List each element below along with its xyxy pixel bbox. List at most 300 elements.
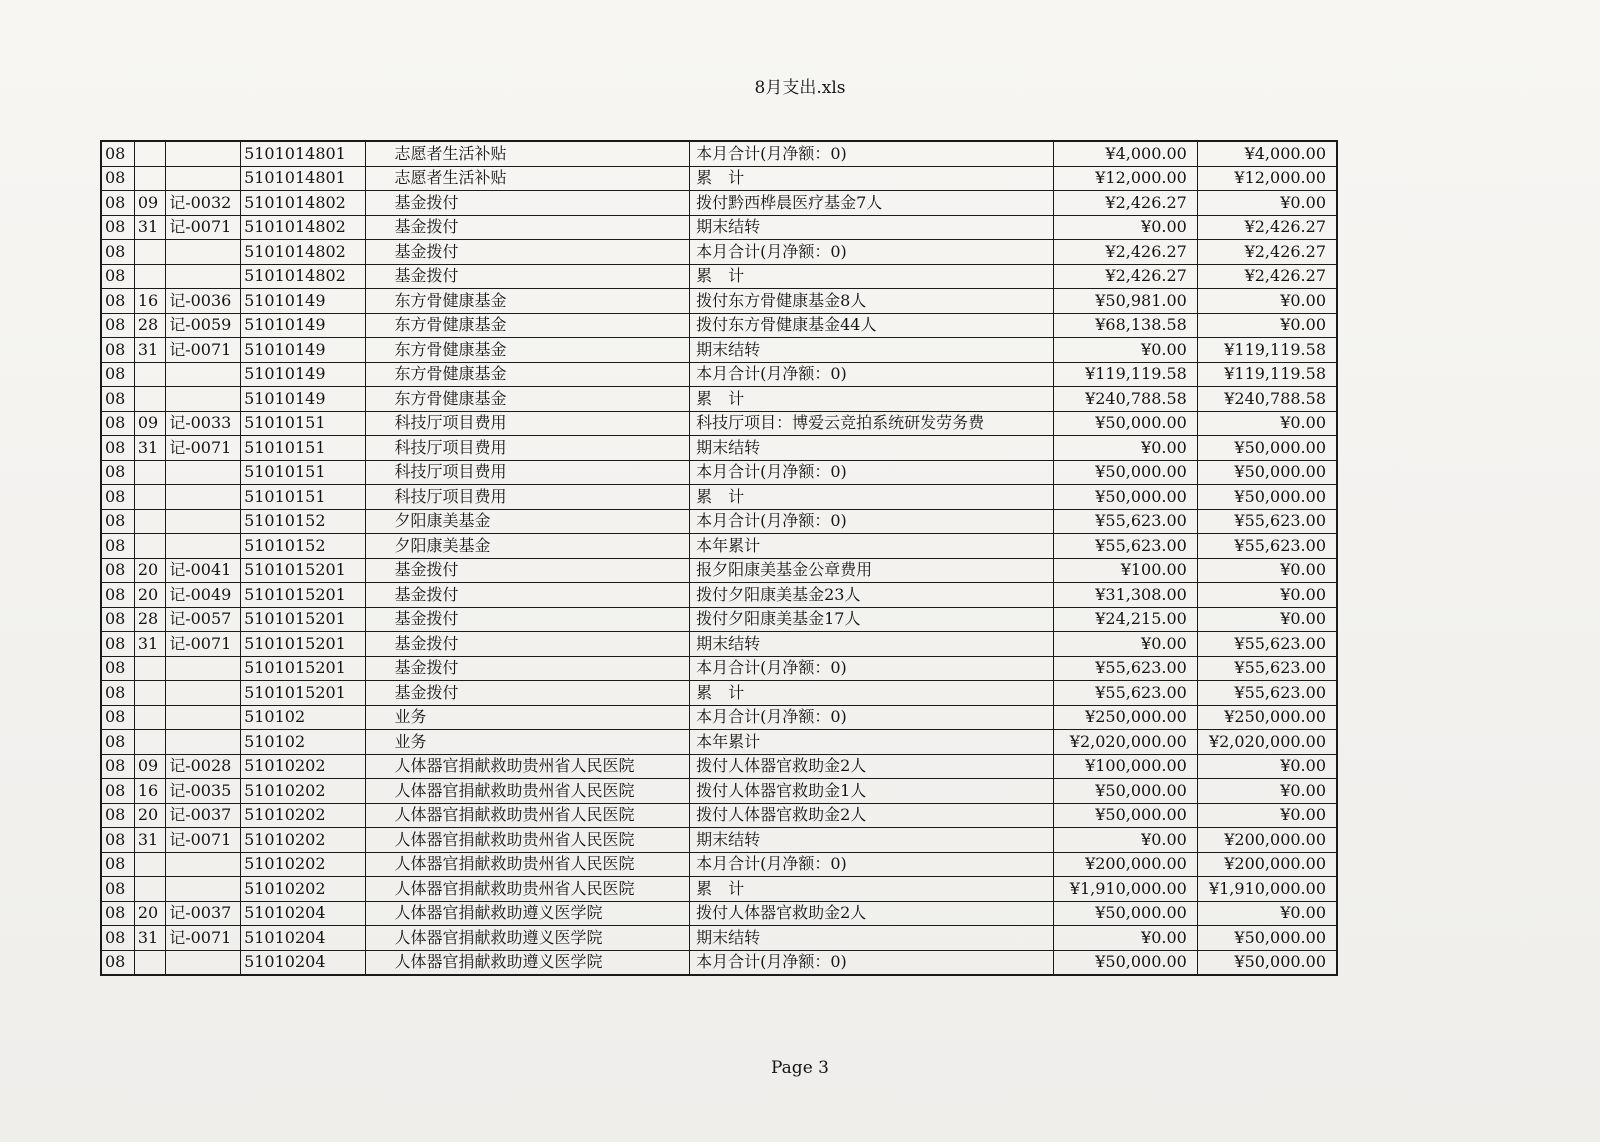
day-cell: 20 xyxy=(134,901,165,926)
table-row xyxy=(101,656,1337,681)
description-cell: 本月合计(月净额：0) xyxy=(690,950,1054,975)
credit-amount-cell: ¥50,000.00 xyxy=(1197,485,1337,510)
day-cell: 31 xyxy=(134,436,165,461)
table-row xyxy=(101,558,1337,583)
description-cell: 累 计 xyxy=(690,877,1054,902)
account-code-cell: 5101015201 xyxy=(241,656,366,681)
description-cell: 拨付夕阳康美基金23人 xyxy=(690,583,1054,608)
description-cell: 期末结转 xyxy=(690,828,1054,853)
page-number: Page 3 xyxy=(771,1058,829,1078)
credit-amount-cell: ¥240,788.58 xyxy=(1197,387,1337,412)
debit-amount-cell: ¥0.00 xyxy=(1054,215,1198,240)
credit-amount-cell: ¥50,000.00 xyxy=(1197,460,1337,485)
voucher-number-cell: 记-0032 xyxy=(166,191,241,216)
month-cell: 08 xyxy=(101,141,134,166)
table-row xyxy=(101,485,1337,510)
month-cell: 08 xyxy=(101,607,134,632)
month-cell: 08 xyxy=(101,289,134,314)
day-cell: 31 xyxy=(134,828,165,853)
debit-amount-cell: ¥50,000.00 xyxy=(1054,460,1198,485)
day-cell xyxy=(134,656,165,681)
credit-amount-cell: ¥2,426.27 xyxy=(1197,215,1337,240)
day-cell xyxy=(134,681,165,706)
description-cell: 本月合计(月净额：0) xyxy=(690,362,1054,387)
account-code-cell: 5101014801 xyxy=(241,166,366,191)
day-cell: 09 xyxy=(134,411,165,436)
debit-amount-cell: ¥2,020,000.00 xyxy=(1054,730,1198,755)
voucher-number-cell xyxy=(166,534,241,559)
voucher-number-cell xyxy=(166,141,241,166)
credit-amount-cell: ¥0.00 xyxy=(1197,754,1337,779)
day-cell: 31 xyxy=(134,632,165,657)
account-name-cell: 基金拨付 xyxy=(366,191,690,216)
description-cell: 拨付夕阳康美基金17人 xyxy=(690,607,1054,632)
voucher-number-cell xyxy=(166,362,241,387)
credit-amount-cell: ¥50,000.00 xyxy=(1197,436,1337,461)
month-cell: 08 xyxy=(101,681,134,706)
description-cell: 本月合计(月净额：0) xyxy=(690,656,1054,681)
month-cell: 08 xyxy=(101,485,134,510)
month-cell: 08 xyxy=(101,558,134,583)
voucher-number-cell xyxy=(166,656,241,681)
day-cell: 09 xyxy=(134,754,165,779)
voucher-number-cell: 记-0057 xyxy=(166,607,241,632)
description-cell: 期末结转 xyxy=(690,632,1054,657)
account-code-cell: 51010204 xyxy=(241,926,366,951)
month-cell: 08 xyxy=(101,313,134,338)
account-name-cell: 基金拨付 xyxy=(366,681,690,706)
account-code-cell: 51010204 xyxy=(241,950,366,975)
account-name-cell: 基金拨付 xyxy=(366,264,690,289)
credit-amount-cell: ¥2,426.27 xyxy=(1197,264,1337,289)
account-code-cell: 51010202 xyxy=(241,828,366,853)
voucher-number-cell: 记-0049 xyxy=(166,583,241,608)
table-row xyxy=(101,681,1337,706)
description-cell: 期末结转 xyxy=(690,436,1054,461)
account-code-cell: 5101015201 xyxy=(241,681,366,706)
description-cell: 累 计 xyxy=(690,387,1054,412)
debit-amount-cell: ¥250,000.00 xyxy=(1054,705,1198,730)
month-cell: 08 xyxy=(101,509,134,534)
account-name-cell: 业务 xyxy=(366,730,690,755)
ledger-table xyxy=(100,140,1338,976)
voucher-number-cell: 记-0035 xyxy=(166,779,241,804)
table-row xyxy=(101,730,1337,755)
voucher-number-cell: 记-0071 xyxy=(166,926,241,951)
voucher-number-cell xyxy=(166,387,241,412)
table-row xyxy=(101,240,1337,265)
account-code-cell: 51010149 xyxy=(241,362,366,387)
description-cell: 拨付东方骨健康基金44人 xyxy=(690,313,1054,338)
account-code-cell: 5101014801 xyxy=(241,141,366,166)
description-cell: 本月合计(月净额：0) xyxy=(690,852,1054,877)
voucher-number-cell: 记-0036 xyxy=(166,289,241,314)
credit-amount-cell: ¥12,000.00 xyxy=(1197,166,1337,191)
account-name-cell: 人体器官捐献救助遵义医学院 xyxy=(366,926,690,951)
voucher-number-cell xyxy=(166,681,241,706)
account-code-cell: 51010202 xyxy=(241,852,366,877)
voucher-number-cell: 记-0059 xyxy=(166,313,241,338)
month-cell: 08 xyxy=(101,387,134,412)
account-name-cell: 东方骨健康基金 xyxy=(366,338,690,363)
table-row xyxy=(101,583,1337,608)
account-code-cell: 51010152 xyxy=(241,534,366,559)
debit-amount-cell: ¥50,000.00 xyxy=(1054,411,1198,436)
description-cell: 本月合计(月净额：0) xyxy=(690,705,1054,730)
day-cell: 28 xyxy=(134,313,165,338)
month-cell: 08 xyxy=(101,901,134,926)
account-code-cell: 51010149 xyxy=(241,313,366,338)
table-row xyxy=(101,950,1337,975)
account-code-cell: 5101015201 xyxy=(241,607,366,632)
account-name-cell: 科技厅项目费用 xyxy=(366,436,690,461)
account-name-cell: 业务 xyxy=(366,705,690,730)
table-row xyxy=(101,632,1337,657)
description-cell: 拨付人体器官救助金2人 xyxy=(690,754,1054,779)
table-row xyxy=(101,166,1337,191)
credit-amount-cell: ¥55,623.00 xyxy=(1197,656,1337,681)
account-code-cell: 51010152 xyxy=(241,509,366,534)
table-row xyxy=(101,289,1337,314)
description-cell: 期末结转 xyxy=(690,926,1054,951)
ledger-body xyxy=(101,141,1337,975)
month-cell: 08 xyxy=(101,338,134,363)
description-cell: 本月合计(月净额：0) xyxy=(690,141,1054,166)
credit-amount-cell: ¥200,000.00 xyxy=(1197,828,1337,853)
account-code-cell: 5101014802 xyxy=(241,240,366,265)
debit-amount-cell: ¥100.00 xyxy=(1054,558,1198,583)
voucher-number-cell: 记-0071 xyxy=(166,338,241,363)
account-code-cell: 51010149 xyxy=(241,289,366,314)
credit-amount-cell: ¥4,000.00 xyxy=(1197,141,1337,166)
credit-amount-cell: ¥0.00 xyxy=(1197,583,1337,608)
account-name-cell: 基金拨付 xyxy=(366,558,690,583)
description-cell: 拨付人体器官救助金2人 xyxy=(690,901,1054,926)
account-name-cell: 基金拨付 xyxy=(366,656,690,681)
month-cell: 08 xyxy=(101,215,134,240)
description-cell: 本月合计(月净额：0) xyxy=(690,460,1054,485)
day-cell xyxy=(134,362,165,387)
voucher-number-cell xyxy=(166,730,241,755)
description-cell: 本月合计(月净额：0) xyxy=(690,509,1054,534)
description-cell: 拨付东方骨健康基金8人 xyxy=(690,289,1054,314)
table-row xyxy=(101,460,1337,485)
account-code-cell: 510102 xyxy=(241,730,366,755)
credit-amount-cell: ¥0.00 xyxy=(1197,191,1337,216)
account-name-cell: 人体器官捐献救助贵州省人民医院 xyxy=(366,779,690,804)
table-row xyxy=(101,607,1337,632)
day-cell: 31 xyxy=(134,215,165,240)
credit-amount-cell: ¥0.00 xyxy=(1197,289,1337,314)
month-cell: 08 xyxy=(101,191,134,216)
debit-amount-cell: ¥0.00 xyxy=(1054,828,1198,853)
month-cell: 08 xyxy=(101,779,134,804)
description-cell: 本年累计 xyxy=(690,534,1054,559)
account-code-cell: 51010151 xyxy=(241,436,366,461)
debit-amount-cell: ¥0.00 xyxy=(1054,926,1198,951)
credit-amount-cell: ¥119,119.58 xyxy=(1197,338,1337,363)
credit-amount-cell: ¥0.00 xyxy=(1197,901,1337,926)
day-cell xyxy=(134,264,165,289)
day-cell xyxy=(134,534,165,559)
day-cell xyxy=(134,141,165,166)
table-row xyxy=(101,852,1337,877)
credit-amount-cell: ¥50,000.00 xyxy=(1197,950,1337,975)
document-title: 8月支出.xls xyxy=(754,78,846,98)
account-name-cell: 东方骨健康基金 xyxy=(366,289,690,314)
debit-amount-cell: ¥4,000.00 xyxy=(1054,141,1198,166)
debit-amount-cell: ¥31,308.00 xyxy=(1054,583,1198,608)
day-cell: 20 xyxy=(134,583,165,608)
day-cell xyxy=(134,485,165,510)
description-cell: 期末结转 xyxy=(690,215,1054,240)
account-code-cell: 5101014802 xyxy=(241,264,366,289)
table-row xyxy=(101,436,1337,461)
table-row xyxy=(101,779,1337,804)
credit-amount-cell: ¥0.00 xyxy=(1197,411,1337,436)
account-code-cell: 51010202 xyxy=(241,803,366,828)
debit-amount-cell: ¥50,000.00 xyxy=(1054,779,1198,804)
table-row xyxy=(101,901,1337,926)
table-row xyxy=(101,191,1337,216)
table-row xyxy=(101,509,1337,534)
debit-amount-cell: ¥55,623.00 xyxy=(1054,656,1198,681)
credit-amount-cell: ¥55,623.00 xyxy=(1197,534,1337,559)
credit-amount-cell: ¥55,623.00 xyxy=(1197,509,1337,534)
debit-amount-cell: ¥100,000.00 xyxy=(1054,754,1198,779)
voucher-number-cell: 记-0033 xyxy=(166,411,241,436)
account-code-cell: 51010202 xyxy=(241,877,366,902)
credit-amount-cell: ¥0.00 xyxy=(1197,558,1337,583)
credit-amount-cell: ¥2,426.27 xyxy=(1197,240,1337,265)
credit-amount-cell: ¥0.00 xyxy=(1197,779,1337,804)
debit-amount-cell: ¥200,000.00 xyxy=(1054,852,1198,877)
table-row xyxy=(101,534,1337,559)
voucher-number-cell xyxy=(166,166,241,191)
description-cell: 本年累计 xyxy=(690,730,1054,755)
debit-amount-cell: ¥0.00 xyxy=(1054,338,1198,363)
debit-amount-cell: ¥50,000.00 xyxy=(1054,485,1198,510)
account-name-cell: 志愿者生活补贴 xyxy=(366,166,690,191)
voucher-number-cell: 记-0071 xyxy=(166,828,241,853)
account-code-cell: 5101014802 xyxy=(241,215,366,240)
table-row xyxy=(101,141,1337,166)
month-cell: 08 xyxy=(101,166,134,191)
credit-amount-cell: ¥2,020,000.00 xyxy=(1197,730,1337,755)
day-cell xyxy=(134,509,165,534)
debit-amount-cell: ¥50,000.00 xyxy=(1054,901,1198,926)
month-cell: 08 xyxy=(101,950,134,975)
account-code-cell: 5101014802 xyxy=(241,191,366,216)
debit-amount-cell: ¥55,623.00 xyxy=(1054,681,1198,706)
account-name-cell: 基金拨付 xyxy=(366,607,690,632)
description-cell: 报夕阳康美基金公章费用 xyxy=(690,558,1054,583)
account-code-cell: 5101015201 xyxy=(241,632,366,657)
month-cell: 08 xyxy=(101,632,134,657)
month-cell: 08 xyxy=(101,362,134,387)
voucher-number-cell xyxy=(166,877,241,902)
day-cell xyxy=(134,877,165,902)
day-cell: 16 xyxy=(134,779,165,804)
account-name-cell: 人体器官捐献救助贵州省人民医院 xyxy=(366,803,690,828)
voucher-number-cell xyxy=(166,509,241,534)
month-cell: 08 xyxy=(101,730,134,755)
debit-amount-cell: ¥24,215.00 xyxy=(1054,607,1198,632)
debit-amount-cell: ¥1,910,000.00 xyxy=(1054,877,1198,902)
account-name-cell: 人体器官捐献救助贵州省人民医院 xyxy=(366,828,690,853)
table-row xyxy=(101,387,1337,412)
credit-amount-cell: ¥55,623.00 xyxy=(1197,681,1337,706)
table-row xyxy=(101,338,1337,363)
voucher-number-cell: 记-0041 xyxy=(166,558,241,583)
voucher-number-cell xyxy=(166,240,241,265)
voucher-number-cell: 记-0028 xyxy=(166,754,241,779)
day-cell: 28 xyxy=(134,607,165,632)
voucher-number-cell xyxy=(166,264,241,289)
month-cell: 08 xyxy=(101,705,134,730)
day-cell xyxy=(134,852,165,877)
day-cell xyxy=(134,387,165,412)
table-row xyxy=(101,828,1337,853)
debit-amount-cell: ¥68,138.58 xyxy=(1054,313,1198,338)
account-name-cell: 东方骨健康基金 xyxy=(366,313,690,338)
account-name-cell: 人体器官捐献救助贵州省人民医院 xyxy=(366,754,690,779)
month-cell: 08 xyxy=(101,534,134,559)
account-code-cell: 51010204 xyxy=(241,901,366,926)
debit-amount-cell: ¥119,119.58 xyxy=(1054,362,1198,387)
voucher-number-cell xyxy=(166,460,241,485)
table-row xyxy=(101,215,1337,240)
credit-amount-cell: ¥1,910,000.00 xyxy=(1197,877,1337,902)
voucher-number-cell xyxy=(166,705,241,730)
table-row xyxy=(101,362,1337,387)
account-name-cell: 东方骨健康基金 xyxy=(366,362,690,387)
day-cell: 09 xyxy=(134,191,165,216)
month-cell: 08 xyxy=(101,583,134,608)
account-code-cell: 51010149 xyxy=(241,387,366,412)
month-cell: 08 xyxy=(101,754,134,779)
account-name-cell: 志愿者生活补贴 xyxy=(366,141,690,166)
month-cell: 08 xyxy=(101,264,134,289)
table-row xyxy=(101,313,1337,338)
description-cell: 累 计 xyxy=(690,264,1054,289)
debit-amount-cell: ¥2,426.27 xyxy=(1054,264,1198,289)
account-code-cell: 510102 xyxy=(241,705,366,730)
description-cell: 拨付人体器官救助金2人 xyxy=(690,803,1054,828)
day-cell: 16 xyxy=(134,289,165,314)
voucher-number-cell: 记-0037 xyxy=(166,901,241,926)
month-cell: 08 xyxy=(101,436,134,461)
credit-amount-cell: ¥0.00 xyxy=(1197,313,1337,338)
description-cell: 科技厅项目：博爱云竞拍系统研发劳务费 xyxy=(690,411,1054,436)
debit-amount-cell: ¥0.00 xyxy=(1054,632,1198,657)
description-cell: 累 计 xyxy=(690,681,1054,706)
voucher-number-cell: 记-0037 xyxy=(166,803,241,828)
day-cell xyxy=(134,460,165,485)
month-cell: 08 xyxy=(101,411,134,436)
day-cell: 20 xyxy=(134,803,165,828)
debit-amount-cell: ¥2,426.27 xyxy=(1054,240,1198,265)
account-name-cell: 东方骨健康基金 xyxy=(366,387,690,412)
month-cell: 08 xyxy=(101,828,134,853)
voucher-number-cell xyxy=(166,485,241,510)
account-name-cell: 科技厅项目费用 xyxy=(366,411,690,436)
debit-amount-cell: ¥50,981.00 xyxy=(1054,289,1198,314)
day-cell: 31 xyxy=(134,926,165,951)
table-row xyxy=(101,411,1337,436)
day-cell xyxy=(134,166,165,191)
account-code-cell: 51010202 xyxy=(241,779,366,804)
account-name-cell: 人体器官捐献救助贵州省人民医院 xyxy=(366,877,690,902)
account-name-cell: 夕阳康美基金 xyxy=(366,534,690,559)
month-cell: 08 xyxy=(101,460,134,485)
debit-amount-cell: ¥55,623.00 xyxy=(1054,509,1198,534)
account-name-cell: 基金拨付 xyxy=(366,632,690,657)
table-row xyxy=(101,926,1337,951)
account-name-cell: 科技厅项目费用 xyxy=(366,485,690,510)
account-code-cell: 51010151 xyxy=(241,411,366,436)
voucher-number-cell: 记-0071 xyxy=(166,436,241,461)
account-name-cell: 人体器官捐献救助遵义医学院 xyxy=(366,901,690,926)
credit-amount-cell: ¥119,119.58 xyxy=(1197,362,1337,387)
day-cell xyxy=(134,950,165,975)
month-cell: 08 xyxy=(101,852,134,877)
credit-amount-cell: ¥200,000.00 xyxy=(1197,852,1337,877)
voucher-number-cell: 记-0071 xyxy=(166,632,241,657)
description-cell: 累 计 xyxy=(690,166,1054,191)
credit-amount-cell: ¥50,000.00 xyxy=(1197,926,1337,951)
account-name-cell: 夕阳康美基金 xyxy=(366,509,690,534)
credit-amount-cell: ¥0.00 xyxy=(1197,607,1337,632)
debit-amount-cell: ¥55,623.00 xyxy=(1054,534,1198,559)
month-cell: 08 xyxy=(101,877,134,902)
month-cell: 08 xyxy=(101,656,134,681)
description-cell: 累 计 xyxy=(690,485,1054,510)
debit-amount-cell: ¥50,000.00 xyxy=(1054,803,1198,828)
table-row xyxy=(101,877,1337,902)
account-code-cell: 5101015201 xyxy=(241,558,366,583)
debit-amount-cell: ¥2,426.27 xyxy=(1054,191,1198,216)
description-cell: 拨付黔西桦晨医疗基金7人 xyxy=(690,191,1054,216)
credit-amount-cell: ¥0.00 xyxy=(1197,803,1337,828)
account-name-cell: 基金拨付 xyxy=(366,215,690,240)
voucher-number-cell: 记-0071 xyxy=(166,215,241,240)
account-name-cell: 科技厅项目费用 xyxy=(366,460,690,485)
account-name-cell: 人体器官捐献救助贵州省人民医院 xyxy=(366,852,690,877)
month-cell: 08 xyxy=(101,240,134,265)
credit-amount-cell: ¥250,000.00 xyxy=(1197,705,1337,730)
table-row xyxy=(101,803,1337,828)
account-name-cell: 基金拨付 xyxy=(366,583,690,608)
day-cell xyxy=(134,730,165,755)
month-cell: 08 xyxy=(101,926,134,951)
credit-amount-cell: ¥55,623.00 xyxy=(1197,632,1337,657)
description-cell: 拨付人体器官救助金1人 xyxy=(690,779,1054,804)
table-row xyxy=(101,754,1337,779)
account-code-cell: 51010202 xyxy=(241,754,366,779)
account-name-cell: 人体器官捐献救助遵义医学院 xyxy=(366,950,690,975)
debit-amount-cell: ¥50,000.00 xyxy=(1054,950,1198,975)
account-name-cell: 基金拨付 xyxy=(366,240,690,265)
account-code-cell: 51010149 xyxy=(241,338,366,363)
description-cell: 本月合计(月净额：0) xyxy=(690,240,1054,265)
debit-amount-cell: ¥12,000.00 xyxy=(1054,166,1198,191)
account-code-cell: 51010151 xyxy=(241,485,366,510)
day-cell xyxy=(134,240,165,265)
account-code-cell: 51010151 xyxy=(241,460,366,485)
day-cell xyxy=(134,705,165,730)
table-row xyxy=(101,264,1337,289)
